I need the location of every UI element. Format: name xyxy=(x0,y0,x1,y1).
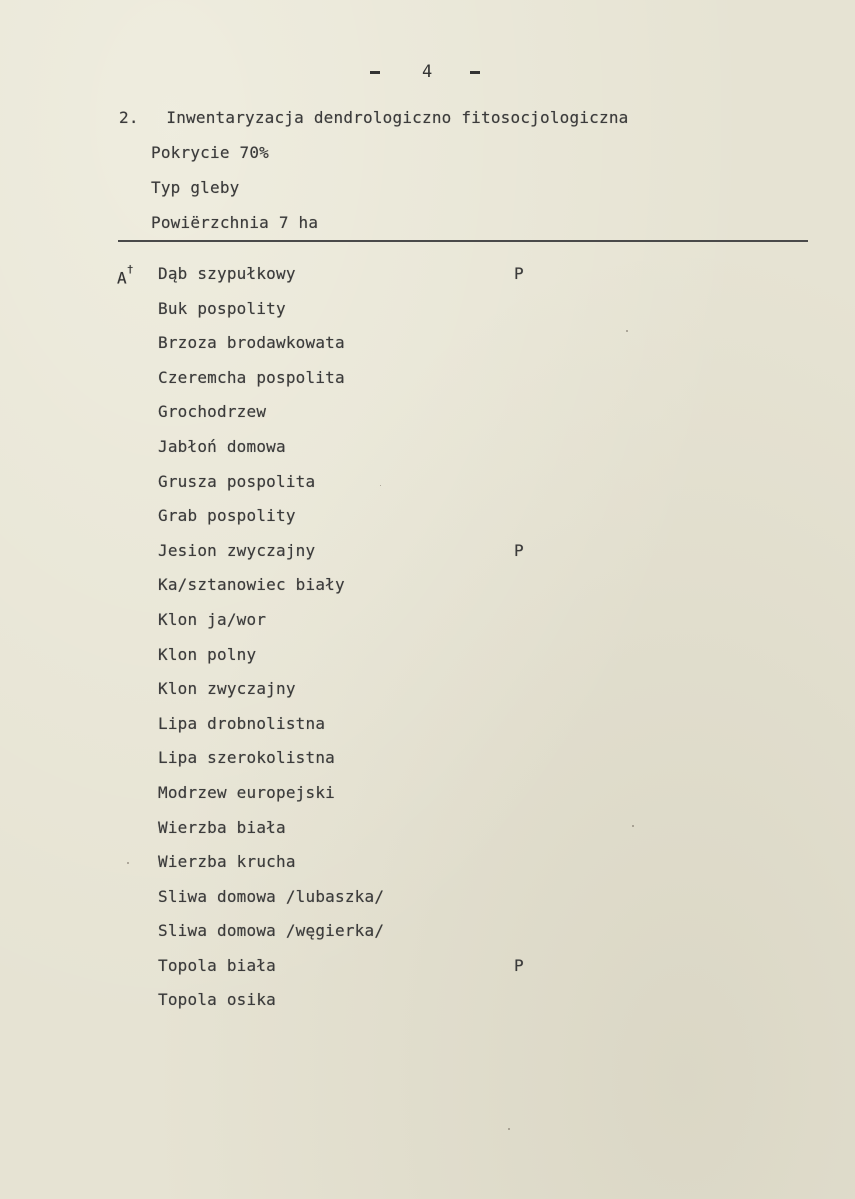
paper-speck xyxy=(632,825,634,827)
section-marker-label: A xyxy=(117,268,127,288)
species-name: Topola osika xyxy=(158,990,276,1010)
species-row xyxy=(158,783,758,818)
soil-type-field: Typ gleby xyxy=(151,178,240,197)
species-list xyxy=(158,264,758,1025)
species-row xyxy=(158,333,758,368)
page-number-dash-left xyxy=(370,71,380,74)
species-name: Topola biała xyxy=(158,955,276,975)
species-row xyxy=(158,506,758,541)
species-row xyxy=(158,472,758,507)
species-name: Czeremcha pospolita xyxy=(158,367,345,387)
species-row xyxy=(158,575,758,610)
species-row xyxy=(158,852,758,887)
species-name: Brzoza brodawkowata xyxy=(158,333,345,353)
species-row xyxy=(158,368,758,403)
species-name: Grab pospolity xyxy=(158,506,296,526)
species-name: Klon polny xyxy=(158,644,257,664)
species-name: Ka/sztanowiec biały xyxy=(158,575,345,595)
section-marker-superscript: † xyxy=(126,263,134,276)
page-number xyxy=(370,62,480,82)
species-name: Jesion zwyczajny xyxy=(158,540,316,560)
species-row xyxy=(158,921,758,956)
paper-speck xyxy=(380,485,381,486)
species-row xyxy=(158,437,758,472)
section-heading xyxy=(119,108,629,128)
species-name: Wierzba krucha xyxy=(158,852,296,872)
coverage-field: Pokrycie 70% xyxy=(151,143,269,162)
species-row xyxy=(158,748,758,783)
species-name: Buk pospolity xyxy=(158,298,286,318)
species-row xyxy=(158,990,758,1025)
species-name: Grusza pospolita xyxy=(158,471,316,491)
species-row xyxy=(158,610,758,645)
paper-speck xyxy=(508,1128,510,1130)
species-row xyxy=(158,264,758,299)
page-number-dash-right xyxy=(470,71,480,74)
species-protection-mark: P xyxy=(514,540,524,560)
species-protection-mark: P xyxy=(514,264,524,283)
species-row xyxy=(158,887,758,922)
species-row xyxy=(158,956,758,991)
species-name: Dąb szypułkowy xyxy=(158,264,296,283)
section-heading-title: Inwentaryzacja dendrologiczno fitosocjologiczna xyxy=(166,108,629,127)
species-name: Grochodrzew xyxy=(158,402,267,422)
species-row xyxy=(158,714,758,749)
area-field: Powiërzchnia 7 ha xyxy=(151,213,319,232)
species-row xyxy=(158,299,758,334)
species-name: Lipa szerokolistna xyxy=(158,748,335,768)
section-marker xyxy=(117,264,134,288)
species-protection-mark: P xyxy=(514,955,524,975)
species-name: Lipa drobnolistna xyxy=(158,713,326,733)
species-row xyxy=(158,645,758,680)
species-name: Modrzew europejski xyxy=(158,782,335,802)
paper-speck xyxy=(626,330,628,332)
paper-speck xyxy=(127,862,129,864)
section-heading-number: 2. xyxy=(119,108,139,127)
species-row xyxy=(158,818,758,853)
species-name: Klon ja/wor xyxy=(158,609,267,629)
species-name: Klon zwyczajny xyxy=(158,679,296,699)
species-row xyxy=(158,402,758,437)
species-name: Jabłoń domowa xyxy=(158,436,286,456)
species-name: Sliwa domowa /lubaszka/ xyxy=(158,886,385,906)
species-row xyxy=(158,679,758,714)
species-name: Wierzba biała xyxy=(158,817,286,837)
species-row xyxy=(158,541,758,576)
horizontal-rule xyxy=(118,240,808,242)
page-number-value: 4 xyxy=(422,62,433,82)
species-name: Sliwa domowa /węgierka/ xyxy=(158,921,385,941)
